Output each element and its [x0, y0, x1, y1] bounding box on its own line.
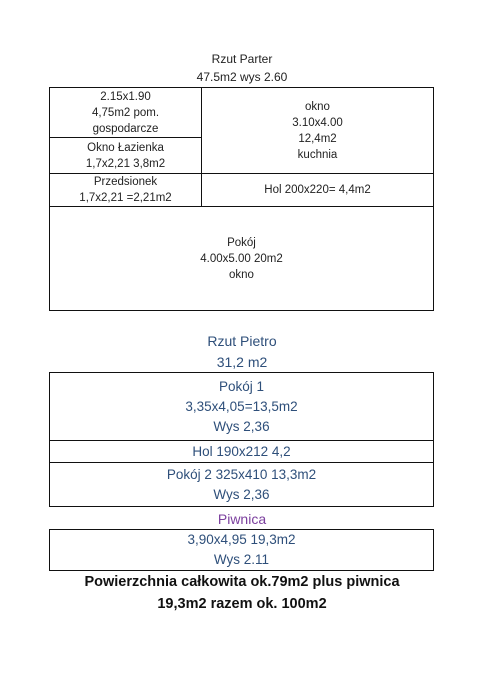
pietro-subtitle: 31,2 m2	[216, 354, 268, 370]
piwnica-title: Piwnica	[217, 511, 267, 527]
pietro-title: Rzut Pietro	[207, 333, 277, 349]
room-kuchnia-label: okno 3.10x4.00 12,4m2 kuchnia	[292, 100, 343, 161]
room-przedsionek-label: Przedsionek 1,7x2,21 =2,21m2	[79, 176, 172, 204]
room-hol-parter	[201, 173, 434, 207]
room-pokoj-parter-label: Pokój 4.00x5.00 20m2 okno	[200, 236, 283, 281]
room-lazienka-label: Okno Łazienka 1,7x2,21 3,8m2	[85, 141, 166, 170]
total-area-summary: Powierzchnia całkowita ok.79m2 plus piwnica 19,3m2 razem ok. 100m2	[84, 574, 400, 612]
parter-title: Rzut Parter	[211, 52, 273, 66]
room-hol-pietro	[49, 440, 434, 463]
room-gospodarcze	[49, 87, 202, 138]
room-hol-parter-label: Hol 200x220= 4,4m2	[264, 184, 371, 196]
room-lazienka	[49, 137, 202, 174]
room-pokoj-parter	[49, 206, 434, 311]
room-gospodarcze-label: 2.15x1.90 4,75m2 pom. gospodarcze	[91, 90, 160, 135]
room-pokoj-2	[49, 462, 434, 507]
room-pokoj-1-label: Pokój 1 3,35x4,05=13,5m2 Wys 2,36	[185, 378, 298, 434]
room-pokoj-2-label: Pokój 2 325x410 13,3m2 Wys 2,36	[166, 466, 317, 502]
room-kuchnia	[201, 87, 434, 174]
room-hol-pietro-label: Hol 190x212 4,2	[192, 443, 291, 459]
parter-subtitle: 47.5m2 wys 2.60	[196, 70, 288, 84]
room-przedsionek	[49, 173, 202, 207]
room-pokoj-1	[49, 372, 434, 441]
room-piwnica	[49, 529, 434, 571]
room-piwnica-label: 3,90x4,95 19,3m2 Wys 2.11	[187, 532, 296, 567]
